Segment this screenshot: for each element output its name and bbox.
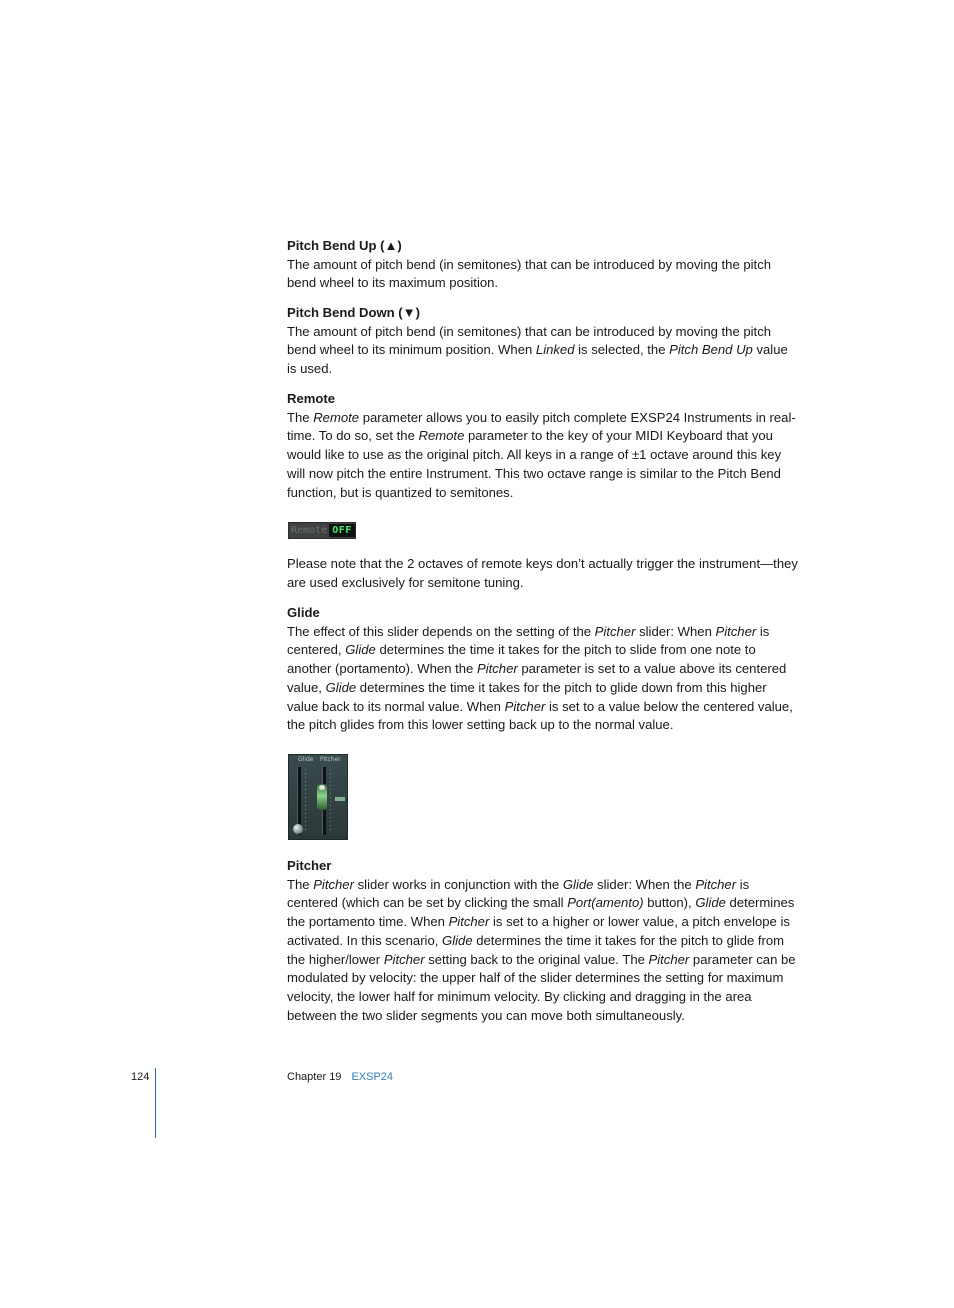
para-pitch-bend-up: The amount of pitch bend (in semitones) that can be introduced by moving the pitch bend wheel to its maximum position. <box>287 256 772 291</box>
section-remote-note <box>287 555 799 592</box>
para-pitcher: The Pitcher slider works in conjunction with the Glide slider: When the Pitcher is centered (which can be set by clicking the small Port(amento) button), Glide determines the portamento time. When Pitcher is set to a higher or lower value, a pitch envelope is activated. In this scenario, Glide determines the time it takes for the pitch to glide from the higher/lower Pitcher setting back to the original value. The Pitcher parameter can be modulated by velocity: the upper half of the slider determines the setting for maximum velocity, the lower half for minimum velocity. By clicking and dragging in the area between the two slider segments you can move both simultaneously. <box>287 876 796 1023</box>
remote-label: Remote <box>291 525 328 536</box>
heading-pitch-bend-down: Pitch Bend Down (▼) <box>287 305 420 320</box>
section-pitch-bend-down <box>287 304 799 379</box>
glide-slider-label: Glide <box>298 756 314 763</box>
section-pitch-bend-up <box>287 237 799 293</box>
port-button[interactable] <box>335 797 345 801</box>
section-remote <box>287 390 799 502</box>
pitcher-knob-top-cap <box>319 785 325 790</box>
para-pitch-bend-down: The amount of pitch bend (in semitones) that can be introduced by moving the pitch bend wheel to its minimum position. When Linked is selected, the Pitch Bend Up value is used. <box>287 323 788 377</box>
heading-pitcher: Pitcher <box>287 858 332 873</box>
glide-pitcher-sliders <box>288 754 348 840</box>
remote-value-display[interactable]: OFF <box>329 524 355 537</box>
glide-scale <box>305 769 306 833</box>
heading-glide: Glide <box>287 605 320 620</box>
para-remote: The Remote parameter allows you to easily pitch complete EXSP24 Instruments in real-time. To do so, set the Remote parameter to the key of your MIDI Keyboard that you would like to use as the original pitch. All keys in a range of ±1 octave around this key will now pitch the entire Instrument. This two octave range is similar to the Pitch Bend function, but is quantized to semitones. <box>287 409 796 500</box>
footer-chapter <box>287 1071 393 1083</box>
para-remote-note: Please note that the 2 octaves of remote keys don’t actually trigger the instrument—they are used exclusively for semitone tuning. <box>287 556 798 590</box>
heading-remote: Remote <box>287 391 336 406</box>
footer-divider <box>155 1068 156 1138</box>
pitcher-slider-label: Pitcher <box>320 756 341 763</box>
section-pitcher <box>287 857 799 1025</box>
chapter-title: EXSP24 <box>351 1071 394 1083</box>
chapter-number: Chapter 19 <box>287 1071 342 1083</box>
glide-slider-knob[interactable] <box>293 824 303 834</box>
heading-pitch-bend-up: Pitch Bend Up (▲) <box>287 238 402 253</box>
page-number: 124 <box>131 1071 150 1083</box>
pitcher-scale <box>330 769 331 833</box>
remote-control[interactable] <box>288 522 356 539</box>
section-glide <box>287 604 799 735</box>
para-glide: The effect of this slider depends on the setting of the Pitcher slider: When Pitcher is centered, Glide determines the time it takes for the pitch to slide from one note to another (portamento). When the Pitcher parameter is set to a value above its centered value, Glide determines the time it takes for the pitch to glide down from this higher value back to its normal value. When Pitcher is set to a value below the centered value, the pitch glides from this lower setting back up to the normal value. <box>287 623 793 733</box>
